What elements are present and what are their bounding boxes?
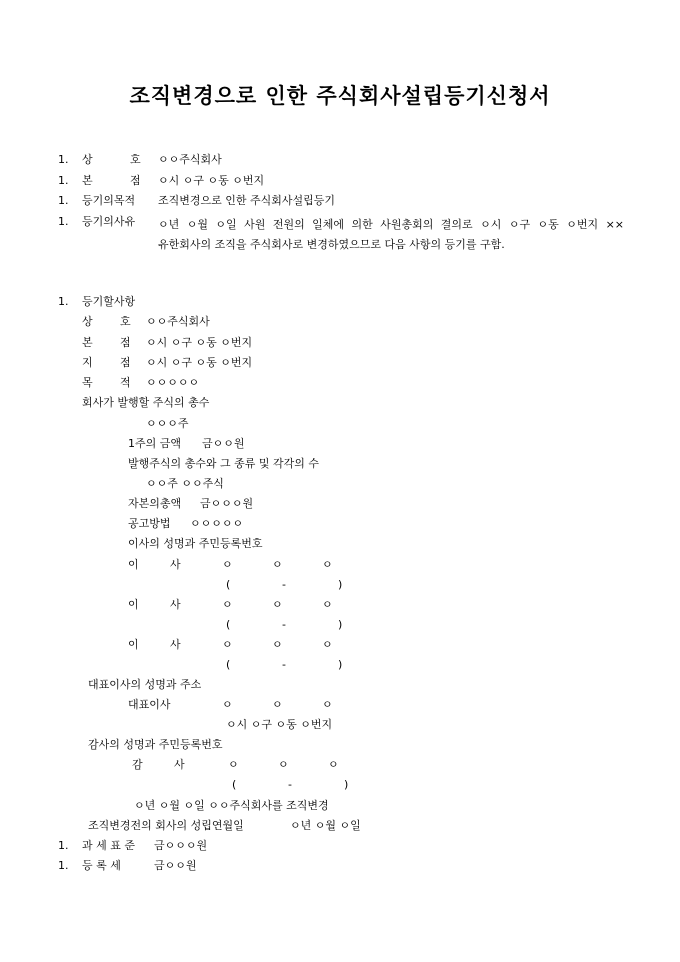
registration-reason-value: ㅇ년 ㅇ월 ㅇ일 사원 전원의 일체에 의한 사원총회의 결의로 ㅇ시 ㅇ구 ㅇ동 ㅇ번지 ××유한회사의 조직을 주식회사로 변경하였으므로 다음 사항의 등기를 구함. xyxy=(158,218,624,251)
auditor-label-a: 감 xyxy=(132,758,143,771)
branch-office-label-b: 점 xyxy=(120,356,131,369)
head-office-value: ㅇ시 ㅇ구 ㅇ동 ㅇ번지 xyxy=(146,336,253,349)
paren-open: ( xyxy=(232,778,237,791)
registration-reason-label: 등기의사유 xyxy=(82,215,136,228)
name-placeholder: ㅇ xyxy=(328,758,339,771)
list-number: 1. xyxy=(58,153,69,166)
name-placeholder: ㅇ xyxy=(272,698,283,711)
paren-close: ) xyxy=(338,658,343,671)
issued-shares-label: 발행주식의 총수와 그 종류 및 각각의 수 xyxy=(128,457,319,470)
list-number: 1. xyxy=(58,859,69,872)
head-office-label-a: 본 xyxy=(82,174,93,187)
public-notice-method-label: 공고방법 xyxy=(128,517,171,530)
dash: - xyxy=(282,658,286,671)
name-placeholder: ㅇ xyxy=(272,598,283,611)
name-placeholder: ㅇ xyxy=(272,638,283,651)
list-number: 1. xyxy=(58,295,69,308)
paren-close: ) xyxy=(338,578,343,591)
paren-close: ) xyxy=(344,778,349,791)
document-title: 조직변경으로 인한 주식회사설립등기신청서 xyxy=(129,83,551,108)
public-notice-method-value: ㅇㅇㅇㅇㅇ xyxy=(190,517,244,530)
name-placeholder: ㅇ xyxy=(222,698,233,711)
company-purpose-value: ㅇㅇㅇㅇㅇ xyxy=(146,376,200,389)
head-office-label-b: 점 xyxy=(120,336,131,349)
company-purpose-label-a: 목 xyxy=(82,376,93,389)
par-value: 금ㅇㅇ원 xyxy=(202,437,245,450)
total-authorized-shares-label: 회사가 발행할 주식의 총수 xyxy=(82,396,210,409)
name-placeholder: ㅇ xyxy=(322,698,333,711)
branch-office-label-a: 지 xyxy=(82,356,93,369)
dash: - xyxy=(282,578,286,591)
director-label-b: 사 xyxy=(170,598,181,611)
trade-name-label-b: 호 xyxy=(130,153,141,166)
representative-director-title: 대표이사 xyxy=(128,698,171,711)
trade-name-value: ㅇㅇ주식회사 xyxy=(146,315,210,328)
auditor-label-b: 사 xyxy=(174,758,185,771)
list-number: 1. xyxy=(58,194,69,207)
directors-heading: 이사의 성명과 주민등록번호 xyxy=(128,537,263,550)
director-label-a: 이 xyxy=(128,598,139,611)
capital-total-value: 금ㅇㅇㅇ원 xyxy=(200,497,254,510)
paren-open: ( xyxy=(226,658,231,671)
list-number: 1. xyxy=(58,215,69,228)
head-office-label-a: 본 xyxy=(82,336,93,349)
total-authorized-shares-value: ㅇㅇㅇ주 xyxy=(146,417,189,430)
par-value-label: 1주의 금액 xyxy=(128,437,181,450)
paren-open: ( xyxy=(226,578,231,591)
dash: - xyxy=(282,618,286,631)
name-placeholder: ㅇ xyxy=(222,638,233,651)
trade-name-value: ㅇㅇ주식회사 xyxy=(158,153,222,166)
pre-change-establishment-date-value: ㅇ년 ㅇ월 ㅇ일 xyxy=(290,819,361,832)
director-label-b: 사 xyxy=(170,558,181,571)
registration-purpose-label: 등기의목적 xyxy=(82,194,136,207)
trade-name-label-a: 상 xyxy=(82,315,93,328)
capital-total-label: 자본의총액 xyxy=(128,497,182,510)
head-office-value: ㅇ시 ㅇ구 ㅇ동 ㅇ번지 xyxy=(158,174,265,187)
name-placeholder: ㅇ xyxy=(322,558,333,571)
director-label-b: 사 xyxy=(170,638,181,651)
representative-director-heading: 대표이사의 성명과 주소 xyxy=(88,678,202,691)
name-placeholder: ㅇ xyxy=(272,558,283,571)
representative-director-address: ㅇ시 ㅇ구 ㅇ동 ㅇ번지 xyxy=(226,718,333,731)
head-office-label-b: 점 xyxy=(130,174,141,187)
name-placeholder: ㅇ xyxy=(322,638,333,651)
registration-items-heading: 등기할사항 xyxy=(82,295,136,308)
name-placeholder: ㅇ xyxy=(222,598,233,611)
registration-tax-value: 금ㅇㅇ원 xyxy=(154,859,197,872)
issued-shares-value: ㅇㅇ주 ㅇㅇ주식 xyxy=(146,477,224,490)
registration-tax-label: 등 록 세 xyxy=(82,859,121,872)
director-label-a: 이 xyxy=(128,558,139,571)
paren-close: ) xyxy=(338,618,343,631)
name-placeholder: ㅇ xyxy=(222,558,233,571)
trade-name-label-b: 호 xyxy=(120,315,131,328)
name-placeholder: ㅇ xyxy=(228,758,239,771)
registration-purpose-value: 조직변경으로 인한 주식회사설립등기 xyxy=(158,194,336,207)
director-label-a: 이 xyxy=(128,638,139,651)
dash: - xyxy=(288,778,292,791)
trade-name-label-a: 상 xyxy=(82,153,93,166)
list-number: 1. xyxy=(58,174,69,187)
name-placeholder: ㅇ xyxy=(278,758,289,771)
tax-base-value: 금ㅇㅇㅇ원 xyxy=(154,839,208,852)
tax-base-label: 과 세 표 준 xyxy=(82,839,135,852)
organization-change-statement: ㅇ년 ㅇ월 ㅇ일 ㅇㅇ주식회사를 조직변경 xyxy=(134,799,329,812)
branch-office-value: ㅇ시 ㅇ구 ㅇ동 ㅇ번지 xyxy=(146,356,253,369)
pre-change-establishment-date-label: 조직변경전의 회사의 성립연월일 xyxy=(88,819,244,832)
paren-open: ( xyxy=(226,618,231,631)
name-placeholder: ㅇ xyxy=(322,598,333,611)
list-number: 1. xyxy=(58,839,69,852)
auditor-heading: 감사의 성명과 주민등록번호 xyxy=(88,738,223,751)
company-purpose-label-b: 적 xyxy=(120,376,131,389)
